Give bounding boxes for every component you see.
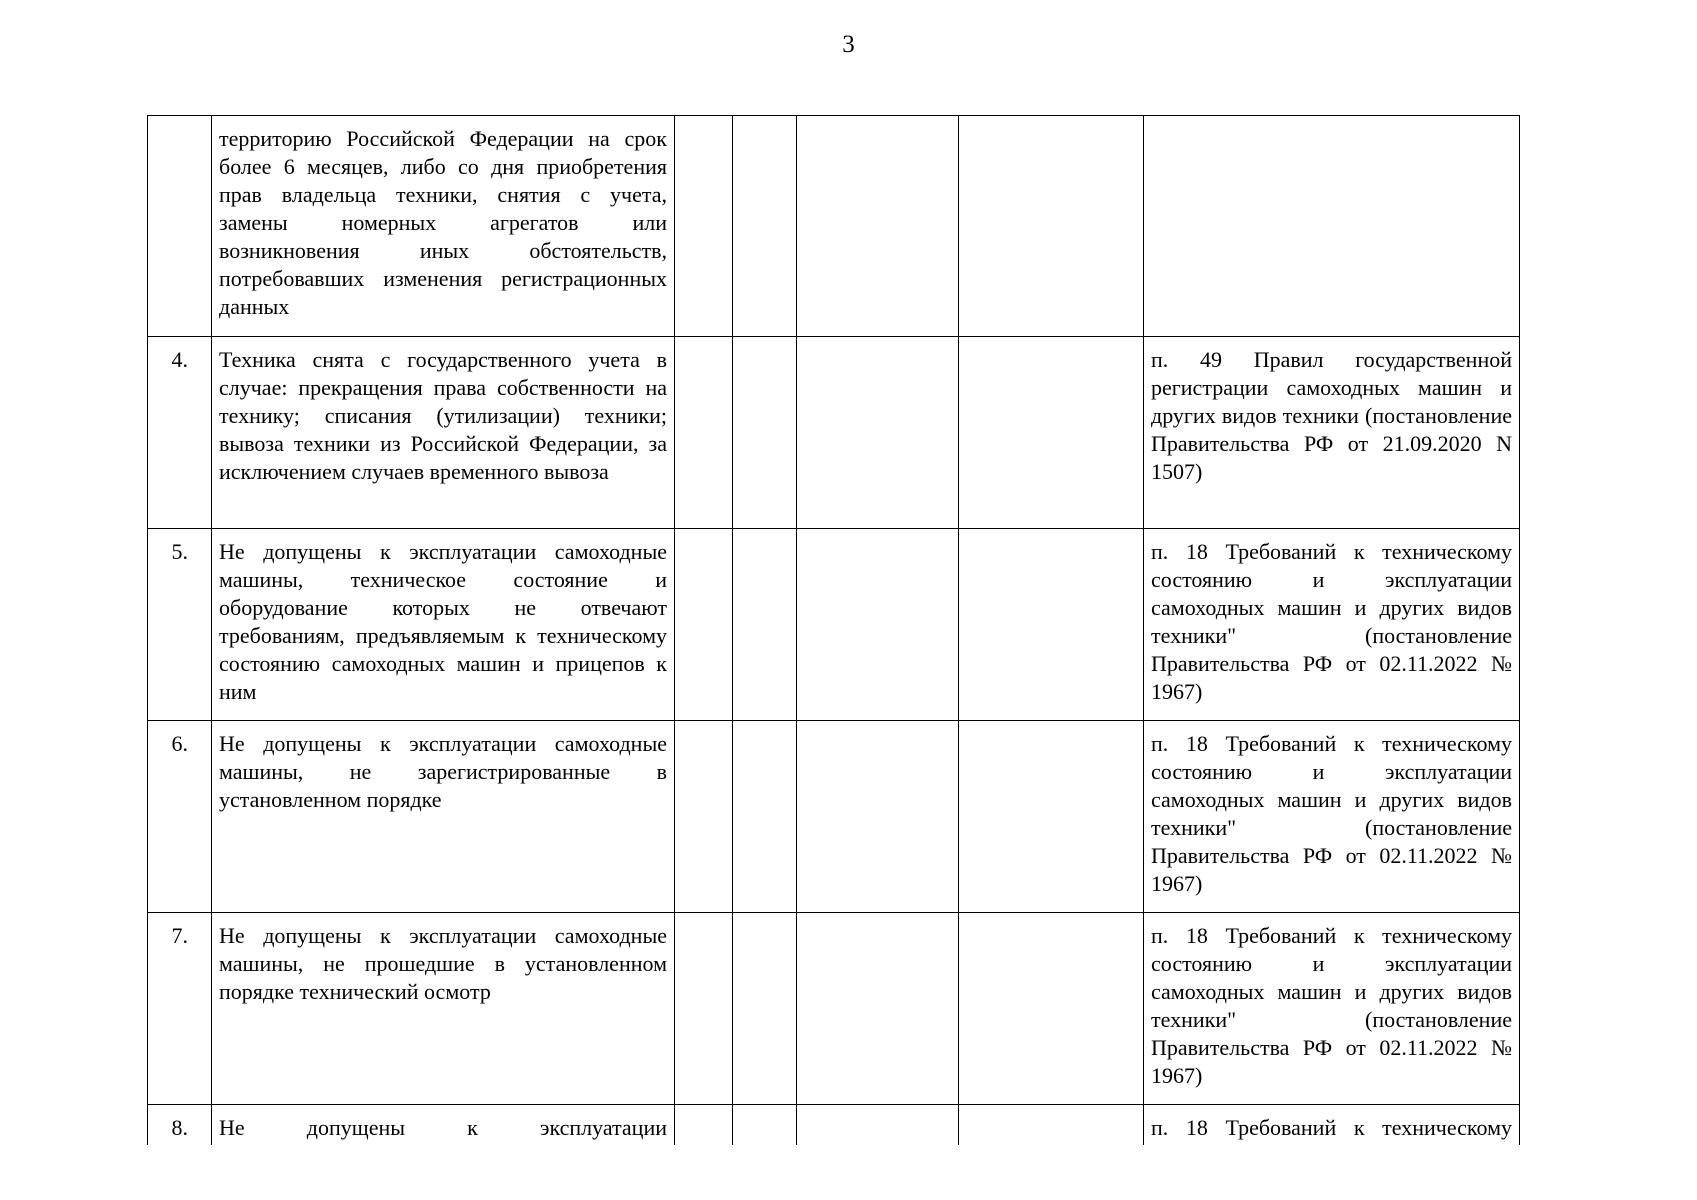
empty-cell [733, 337, 797, 529]
table-row [148, 913, 1520, 1105]
row-number: 4. [148, 337, 212, 529]
table-row [148, 116, 1520, 337]
requirements-table [147, 115, 1520, 1145]
empty-cell [675, 721, 733, 913]
empty-cell [797, 1105, 959, 1145]
empty-cell [959, 913, 1144, 1105]
table-row [148, 337, 1520, 529]
empty-cell [797, 529, 959, 721]
legal-reference: п. 18 Требований к техническому состоянию и эксплуатации самоходных машин и других видов техники" (постановление Правительства РФ от 02.11.2022 № 1967) [1144, 529, 1520, 721]
empty-cell [733, 721, 797, 913]
empty-cell [959, 529, 1144, 721]
empty-cell [797, 337, 959, 529]
empty-cell [959, 1105, 1144, 1145]
empty-cell [797, 116, 959, 337]
legal-reference: п. 18 Требований к техническому [1144, 1105, 1520, 1145]
table-row [148, 529, 1520, 721]
requirement-text: территорию Российской Федерации на срок более 6 месяцев, либо со дня приобретения прав владельца техники, снятия с учета, замены номерных агрегатов или возникновения иных обстоятельств, потребовавших изменения регистрационных данных [212, 116, 675, 337]
empty-cell [959, 337, 1144, 529]
empty-cell [733, 913, 797, 1105]
empty-cell [959, 721, 1144, 913]
row-number: 7. [148, 913, 212, 1105]
requirement-text: Техника снята с государственного учета в случае: прекращения права собственности на технику; списания (утилизации) техники; вывоза техники из Российской Федерации, за исключением случаев временного вывоза [212, 337, 675, 529]
legal-reference [1144, 116, 1520, 337]
empty-cell [675, 1105, 733, 1145]
page-number: 3 [842, 31, 855, 58]
row-number: 6. [148, 721, 212, 913]
legal-reference: п. 18 Требований к техническому состоянию и эксплуатации самоходных машин и других видов техники" (постановление Правительства РФ от 02.11.2022 № 1967) [1144, 721, 1520, 913]
empty-cell [959, 116, 1144, 337]
empty-cell [797, 913, 959, 1105]
requirement-text: Не допущены к эксплуатации самоходные машины, не зарегистрированные в установленном порядке [212, 721, 675, 913]
table-row [148, 721, 1520, 913]
empty-cell [675, 913, 733, 1105]
empty-cell [733, 1105, 797, 1145]
empty-cell [675, 116, 733, 337]
empty-cell [675, 337, 733, 529]
legal-reference: п. 18 Требований к техническому состоянию и эксплуатации самоходных машин и других видов техники" (постановление Правительства РФ от 02.11.2022 № 1967) [1144, 913, 1520, 1105]
requirement-text: Не допущены к эксплуатации [212, 1105, 675, 1145]
requirement-text: Не допущены к эксплуатации самоходные машины, техническое состояние и оборудование которых не отвечают требованиям, предъявляемым к техническому состоянию самоходных машин и прицепов к ним [212, 529, 675, 721]
row-number [148, 116, 212, 337]
row-number: 8. [148, 1105, 212, 1145]
empty-cell [675, 529, 733, 721]
empty-cell [733, 116, 797, 337]
legal-reference: п. 49 Правил государственной регистрации самоходных машин и других видов техники (постановление Правительства РФ от 21.09.2020 N 1507) [1144, 337, 1520, 529]
requirement-text: Не допущены к эксплуатации самоходные машины, не прошедшие в установленном порядке технический осмотр [212, 913, 675, 1105]
empty-cell [733, 529, 797, 721]
table-row [148, 1105, 1520, 1145]
row-number: 5. [148, 529, 212, 721]
empty-cell [797, 721, 959, 913]
